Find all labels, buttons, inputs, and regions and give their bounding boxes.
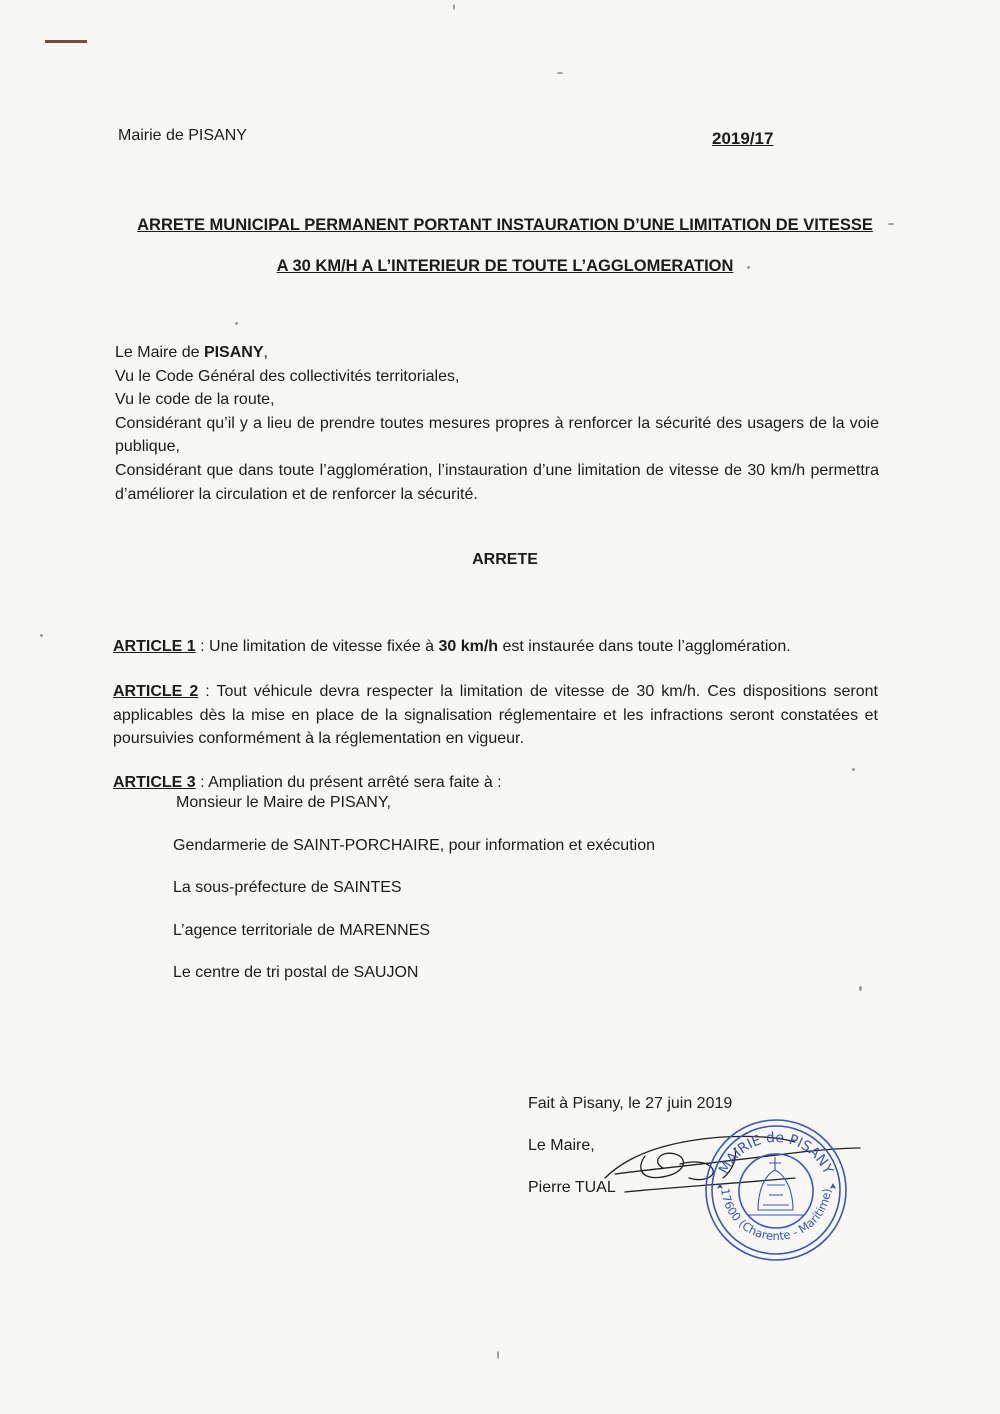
- decree-title-line1: ARRETE MUNICIPAL PERMANENT PORTANT INSTAURATION D’UNE LIMITATION DE VITESSE: [137, 216, 873, 234]
- article-1-text-after: est instaurée dans toute l’agglomération.: [498, 638, 791, 655]
- signatory-name: Pierre TUAL: [528, 1179, 616, 1196]
- article-3: [113, 771, 878, 795]
- mairie-name: Mairie de PISANY: [118, 127, 247, 144]
- scan-speck: [453, 4, 455, 10]
- preamble-considerant-securite: Considérant qu’il y a lieu de prendre toutes mesures propres à renforcer la sécurité des usagers de la voie publique,: [115, 414, 879, 456]
- recipient-sous-prefecture: La sous-préfecture de SAINTES: [173, 879, 402, 896]
- maire-suffix: ,: [263, 344, 268, 361]
- stamp-top-text: MAIRIE de PISANY: [716, 1129, 836, 1177]
- recipient-gendarmerie: Gendarmerie de SAINT-PORCHAIRE, pour information et exécution: [173, 837, 655, 854]
- article-3-label: ARTICLE 3: [113, 774, 196, 791]
- recipient-tri-postal: Le centre de tri postal de SAUJON: [173, 964, 419, 981]
- decree-title-line2: A 30 KM/H A L’INTERIEUR DE TOUTE L’AGGLOMERATION: [276, 257, 734, 275]
- scan-speck: [859, 986, 862, 991]
- mairie-stamp: [703, 1115, 849, 1265]
- article-2-text: : Tout véhicule devra respecter la limitation de vitesse de 30 km/h. Ces dispositions seront applicables dès la mise en place de la signalisation réglementaire et les infractions seront constatées et poursuivies conformément à la réglementation en vigueur.: [113, 683, 878, 747]
- scan-speck: [497, 1351, 499, 1359]
- decree-number: 2019/17: [712, 129, 774, 148]
- signatory-role: Le Maire,: [528, 1137, 595, 1154]
- place-date: Fait à Pisany, le 27 juin 2019: [528, 1095, 733, 1112]
- scan-mark: [45, 40, 87, 43]
- scan-speck: [235, 322, 238, 325]
- article-2-label: ARTICLE 2: [113, 683, 199, 700]
- scan-speck: [557, 72, 563, 74]
- stamp-bottom-text: 17600 (Charente - Maritime): [718, 1187, 834, 1244]
- maire-commune: PISANY: [203, 344, 264, 361]
- preamble-vu-code-route: Vu le code de la route,: [115, 391, 275, 409]
- article-1: [113, 635, 878, 659]
- preamble-vu-cgct: Vu le Code Général des collectivités territoriales,: [115, 367, 460, 385]
- article-1-text-before: : Une limitation de vitesse fixée à: [195, 638, 439, 655]
- article-1-speed: 30 km/h: [438, 638, 499, 655]
- article-2: [113, 680, 878, 751]
- preamble: [115, 341, 879, 506]
- scan-speck: [40, 634, 43, 637]
- article-3-text: : Ampliation du présent arrêté sera faite à :: [195, 774, 502, 791]
- recipient-agence: L’agence territoriale de MARENNES: [173, 922, 431, 939]
- preamble-considerant-vitesse: Considérant que dans toute l’agglomération, l’instauration d’une limitation de vitesse de 30 km/h permettra d’améliorer la circulation et de renforcer la sécurité.: [115, 461, 879, 503]
- preamble-maire-line: [115, 341, 879, 365]
- recipient-maire: Monsieur le Maire de PISANY,: [176, 794, 391, 811]
- article-1-label: ARTICLE 1: [113, 638, 196, 655]
- arrete-heading: ARRETE: [472, 551, 538, 568]
- maire-prefix: Le Maire de: [115, 344, 204, 361]
